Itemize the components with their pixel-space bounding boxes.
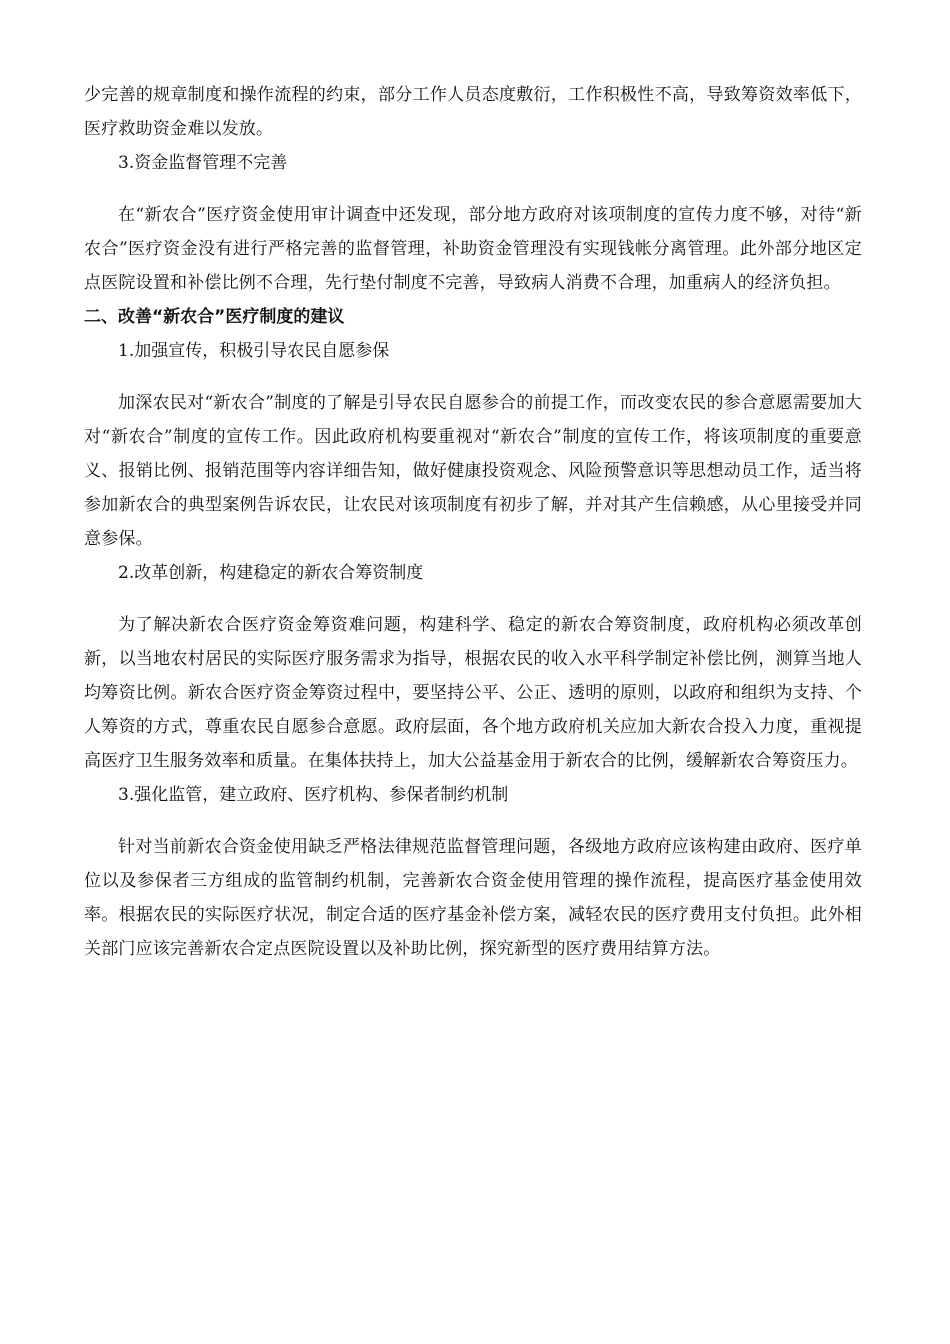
document-page (84, 78, 862, 966)
paragraph-audit-findings: 在“新农合”医疗资金使用审计调查中还发现，部分地方政府对该项制度的宣传力度不够，对待“新农合”医疗资金没有进行严格完善的监督管理，补助资金管理没有实现钱帐分离管理。此外部分地区定点医院设置和补偿比例不合理，先行垫付制度不完善，导致病人消费不合理，加重病人的经济负担。 (84, 205, 862, 293)
paragraph-supervision: 针对当前新农合资金使用缺乏严格法律规范监督管理问题，各级地方政府应该构建由政府、医疗单位以及参保者三方组成的监管制约机制，完善新农合资金使用管理的操作流程，提高医疗基金使用效率。根据农民的实际医疗状况，制定合适的医疗基金补偿方案，减轻农民的医疗费用支付负担。此外相关部门应该完善新农合定点医院设置以及补助比例，探究新型的医疗费用结算方法。 (84, 837, 862, 959)
subheading-supervision: 3.强化监管，建立政府、医疗机构、参保者制约机制 (118, 785, 509, 805)
subheading-publicity: 1.加强宣传，积极引导农民自愿参保 (118, 341, 390, 361)
subheading-reform: 2.改革创新，构建稳定的新农合筹资制度 (118, 563, 424, 583)
section-heading-suggestions: 二、改善“新农合”医疗制度的建议 (84, 307, 345, 327)
paragraph-continuation: 少完善的规章制度和操作流程的约束，部分工作人员态度敷衍，工作积极性不高，导致筹资效率低下，医疗救助资金难以发放。 (84, 85, 862, 139)
subheading-fund-supervision: 3.资金监督管理不完善 (118, 153, 288, 173)
paragraph-publicity: 加深农民对“新农合”制度的了解是引导农民自愿参合的前提工作，而改变农民的参合意愿需要加大对“新农合”制度的宣传工作。因此政府机构要重视对“新农合”制度的宣传工作，将该项制度的重要意义、报销比例、报销范围等内容详细告知，做好健康投资观念、风险预警意识等思想动员工作，适当将参加新农合的典型案例告诉农民，让农民对该项制度有初步了解，并对其产生信赖感，从心里接受并同意参保。 (84, 393, 862, 549)
paragraph-reform: 为了解决新农合医疗资金筹资难问题，构建科学、稳定的新农合筹资制度，政府机构必须改革创新，以当地农村居民的实际医疗服务需求为指导，根据农民的收入水平科学制定补偿比例，测算当地人均筹资比例。新农合医疗资金筹资过程中，要坚持公平、公正、透明的原则，以政府和组织为支持、个人筹资的方式，尊重农民自愿参合意愿。政府层面，各个地方政府机关应加大新农合投入力度，重视提高医疗卫生服务效率和质量。在集体扶持上，加大公益基金用于新农合的比例，缓解新农合筹资压力。 (84, 615, 862, 771)
